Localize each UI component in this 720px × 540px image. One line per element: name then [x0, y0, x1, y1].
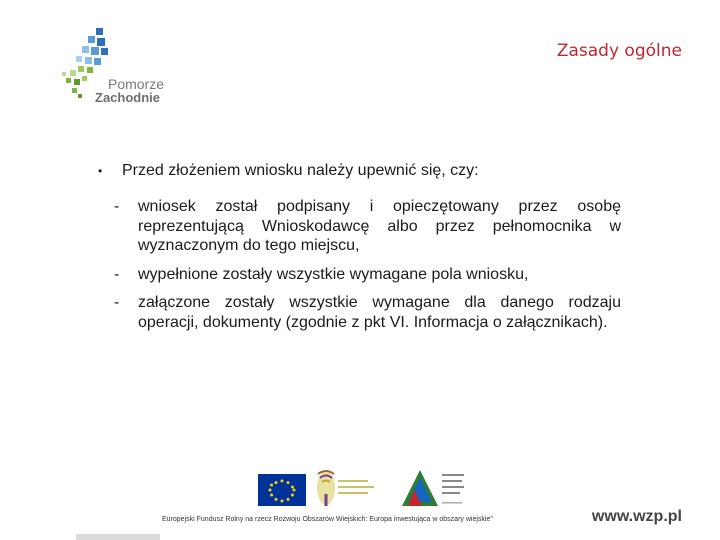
- page-title: Zasady ogólne: [556, 41, 682, 61]
- logo-text-zachodnie: Zachodnie: [95, 90, 161, 105]
- ksow-logo-icon: [317, 471, 374, 506]
- list-item-text: wniosek został podpisany i opieczętowany przez osobę reprezentującą Wnioskodawcę albo przez pełnomocnika w wyznaczonym do tego miejscu,: [138, 198, 621, 254]
- list-item-text: załączone zostały wszystkie wymagane dla danego rodzaju operacji, dokumenty (zgodnie z pkt VI. Informacja o załącznikach).: [138, 294, 621, 331]
- logo-text-pomorze: Pomorze: [108, 76, 165, 92]
- bullet-mark: •: [98, 164, 103, 178]
- list-item: [114, 197, 621, 256]
- website-url: www.wzp.pl: [591, 508, 682, 525]
- bottom-bar: [76, 534, 160, 540]
- eu-flag-icon: [258, 474, 306, 506]
- prow-logo-icon: [402, 470, 464, 506]
- dash-mark: -: [114, 265, 120, 283]
- slide-content: [98, 160, 621, 341]
- dash-mark: -: [114, 198, 120, 215]
- list-item: [114, 265, 621, 285]
- list-item: [114, 293, 621, 332]
- dash-mark: -: [114, 294, 120, 311]
- logo-mosaic-icon: [62, 28, 108, 98]
- sub-list: [114, 197, 621, 332]
- bullet-text: Przed złożeniem wniosku należy upewnić się, czy:: [122, 162, 479, 179]
- main-bullet: [98, 160, 621, 182]
- list-item-text: wypełnione zostały wszystkie wymagane pola wniosku,: [138, 265, 529, 283]
- footer-logos: [258, 464, 468, 512]
- footer-caption: Europejski Fundusz Rolny na rzecz Rozwoju Obszarów Wiejskich: Europa inwestująca w obszary wiejskie": [162, 516, 493, 523]
